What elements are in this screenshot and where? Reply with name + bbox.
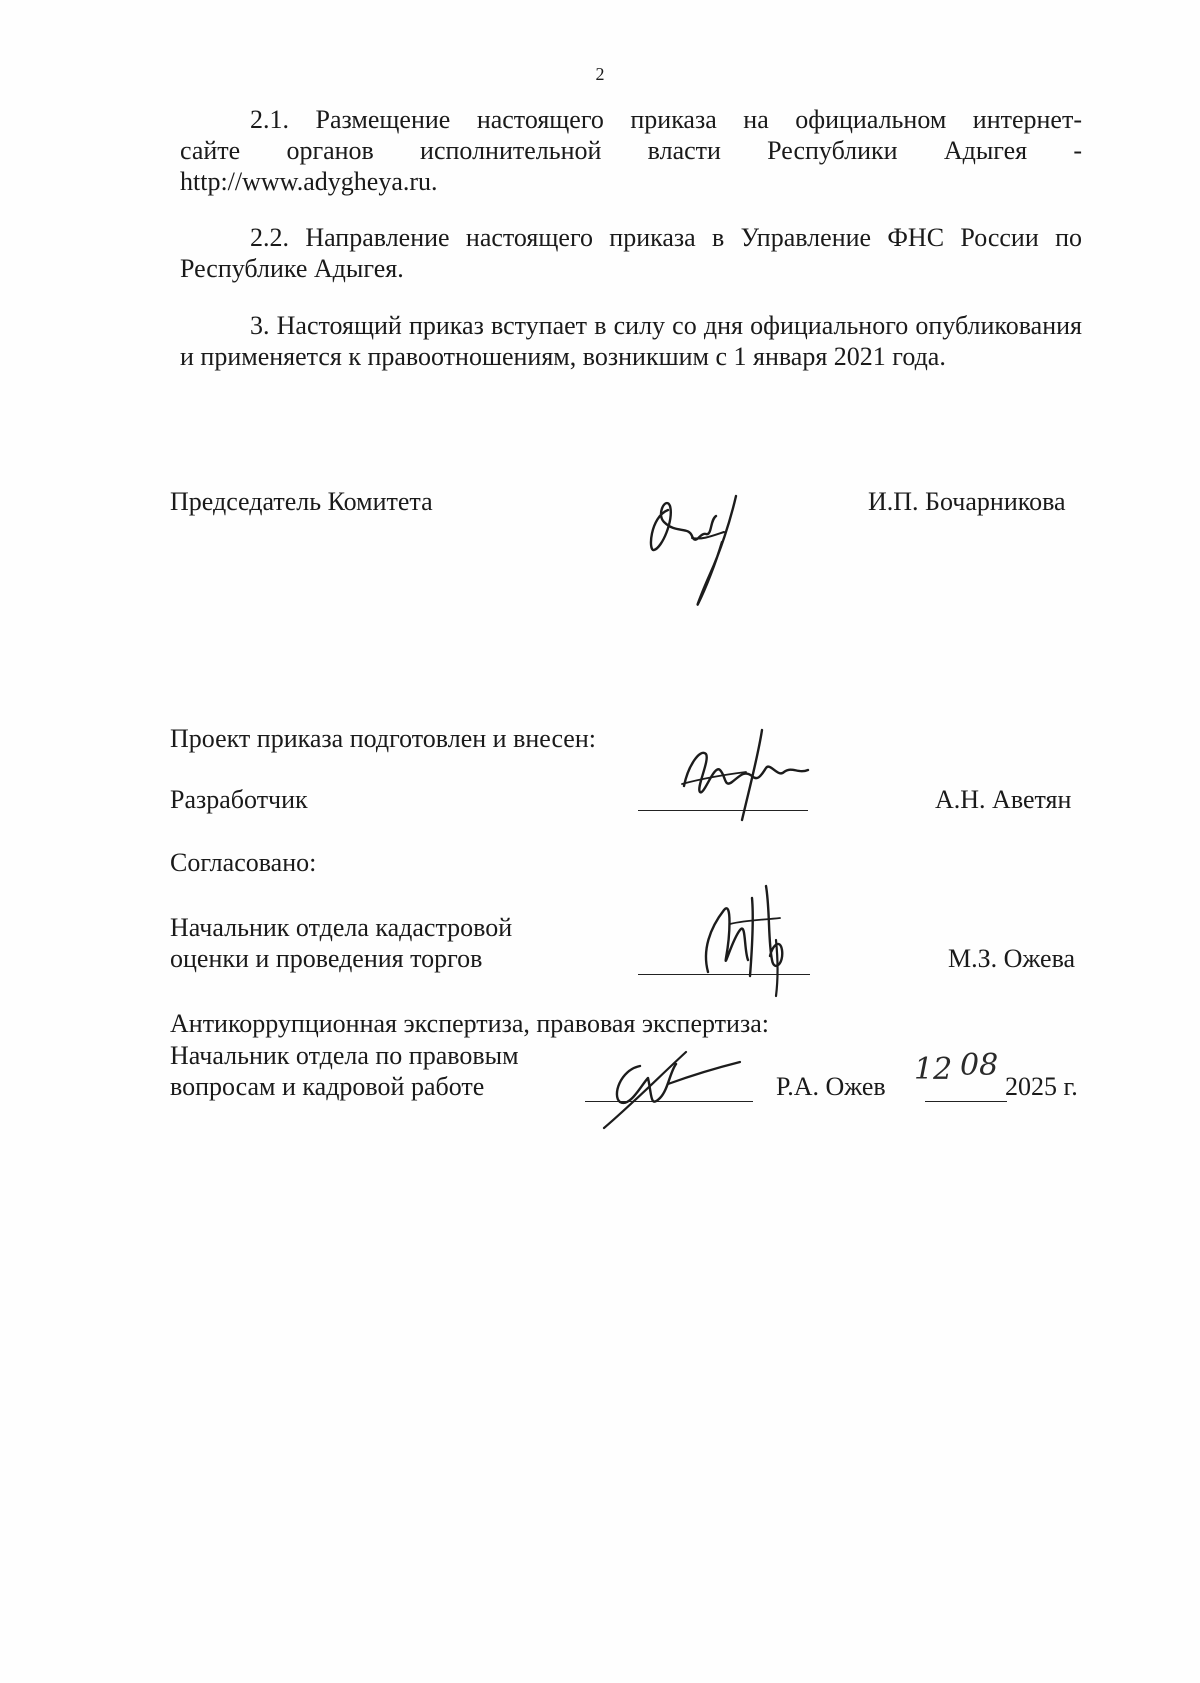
chairman-name: И.П. Бочарникова (868, 487, 1066, 516)
developer-role: Разработчик (170, 785, 308, 814)
handwritten-day: 12 (914, 1052, 953, 1087)
project-heading: Проект приказа подготовлен и внесен: (170, 724, 596, 753)
cadastral-name: М.З. Ожева (948, 944, 1076, 973)
legal-name: Р.А. Ожев (776, 1072, 886, 1101)
cadastral-role-line-2: оценки и проведения торгов (170, 944, 483, 973)
agreed-heading: Согласовано: (170, 848, 317, 877)
legal-role-line-2: вопросам и кадровой работе (170, 1072, 485, 1101)
date-underline (925, 1101, 1007, 1102)
chairman-position: Председатель Комитета (170, 487, 433, 516)
date-year: 2025 г. (1005, 1072, 1078, 1101)
legal-signature (590, 1036, 760, 1136)
developer-name: А.Н. Аветян (935, 785, 1072, 814)
anticorruption-heading: Антикоррупционная экспертиза, правовая экспертиза: (170, 1009, 769, 1038)
page-number: 2 (595, 64, 605, 84)
chairman-signature (640, 492, 750, 612)
cadastral-signature (690, 880, 820, 1000)
clause-2-1-line-3: http://www.adygheya.ru. (180, 167, 438, 196)
clause-2-1 (180, 104, 1082, 197)
clause-2-2: 2.2. Направление настоящего приказа в Управление ФНС России по Республике Адыгея. (180, 223, 1082, 283)
legal-role-line-1: Начальник отдела по правовым (170, 1041, 519, 1070)
clause-3: 3. Настоящий приказ вступает в силу со дня официального опубликования и применяется к правоотношениям, возникшим с 1 января 2021 года. (180, 311, 1082, 371)
handwritten-month: 08 (960, 1048, 999, 1083)
clause-2-1-line-2: сайте органов исполнительной власти Республики Адыгея - (180, 136, 1082, 165)
cadastral-role-line-1: Начальник отдела кадастровой (170, 913, 513, 942)
developer-signature (674, 726, 824, 826)
clause-2-1-line-1: 2.1. Размещение настоящего приказа на официальном интернет- (250, 105, 1082, 134)
